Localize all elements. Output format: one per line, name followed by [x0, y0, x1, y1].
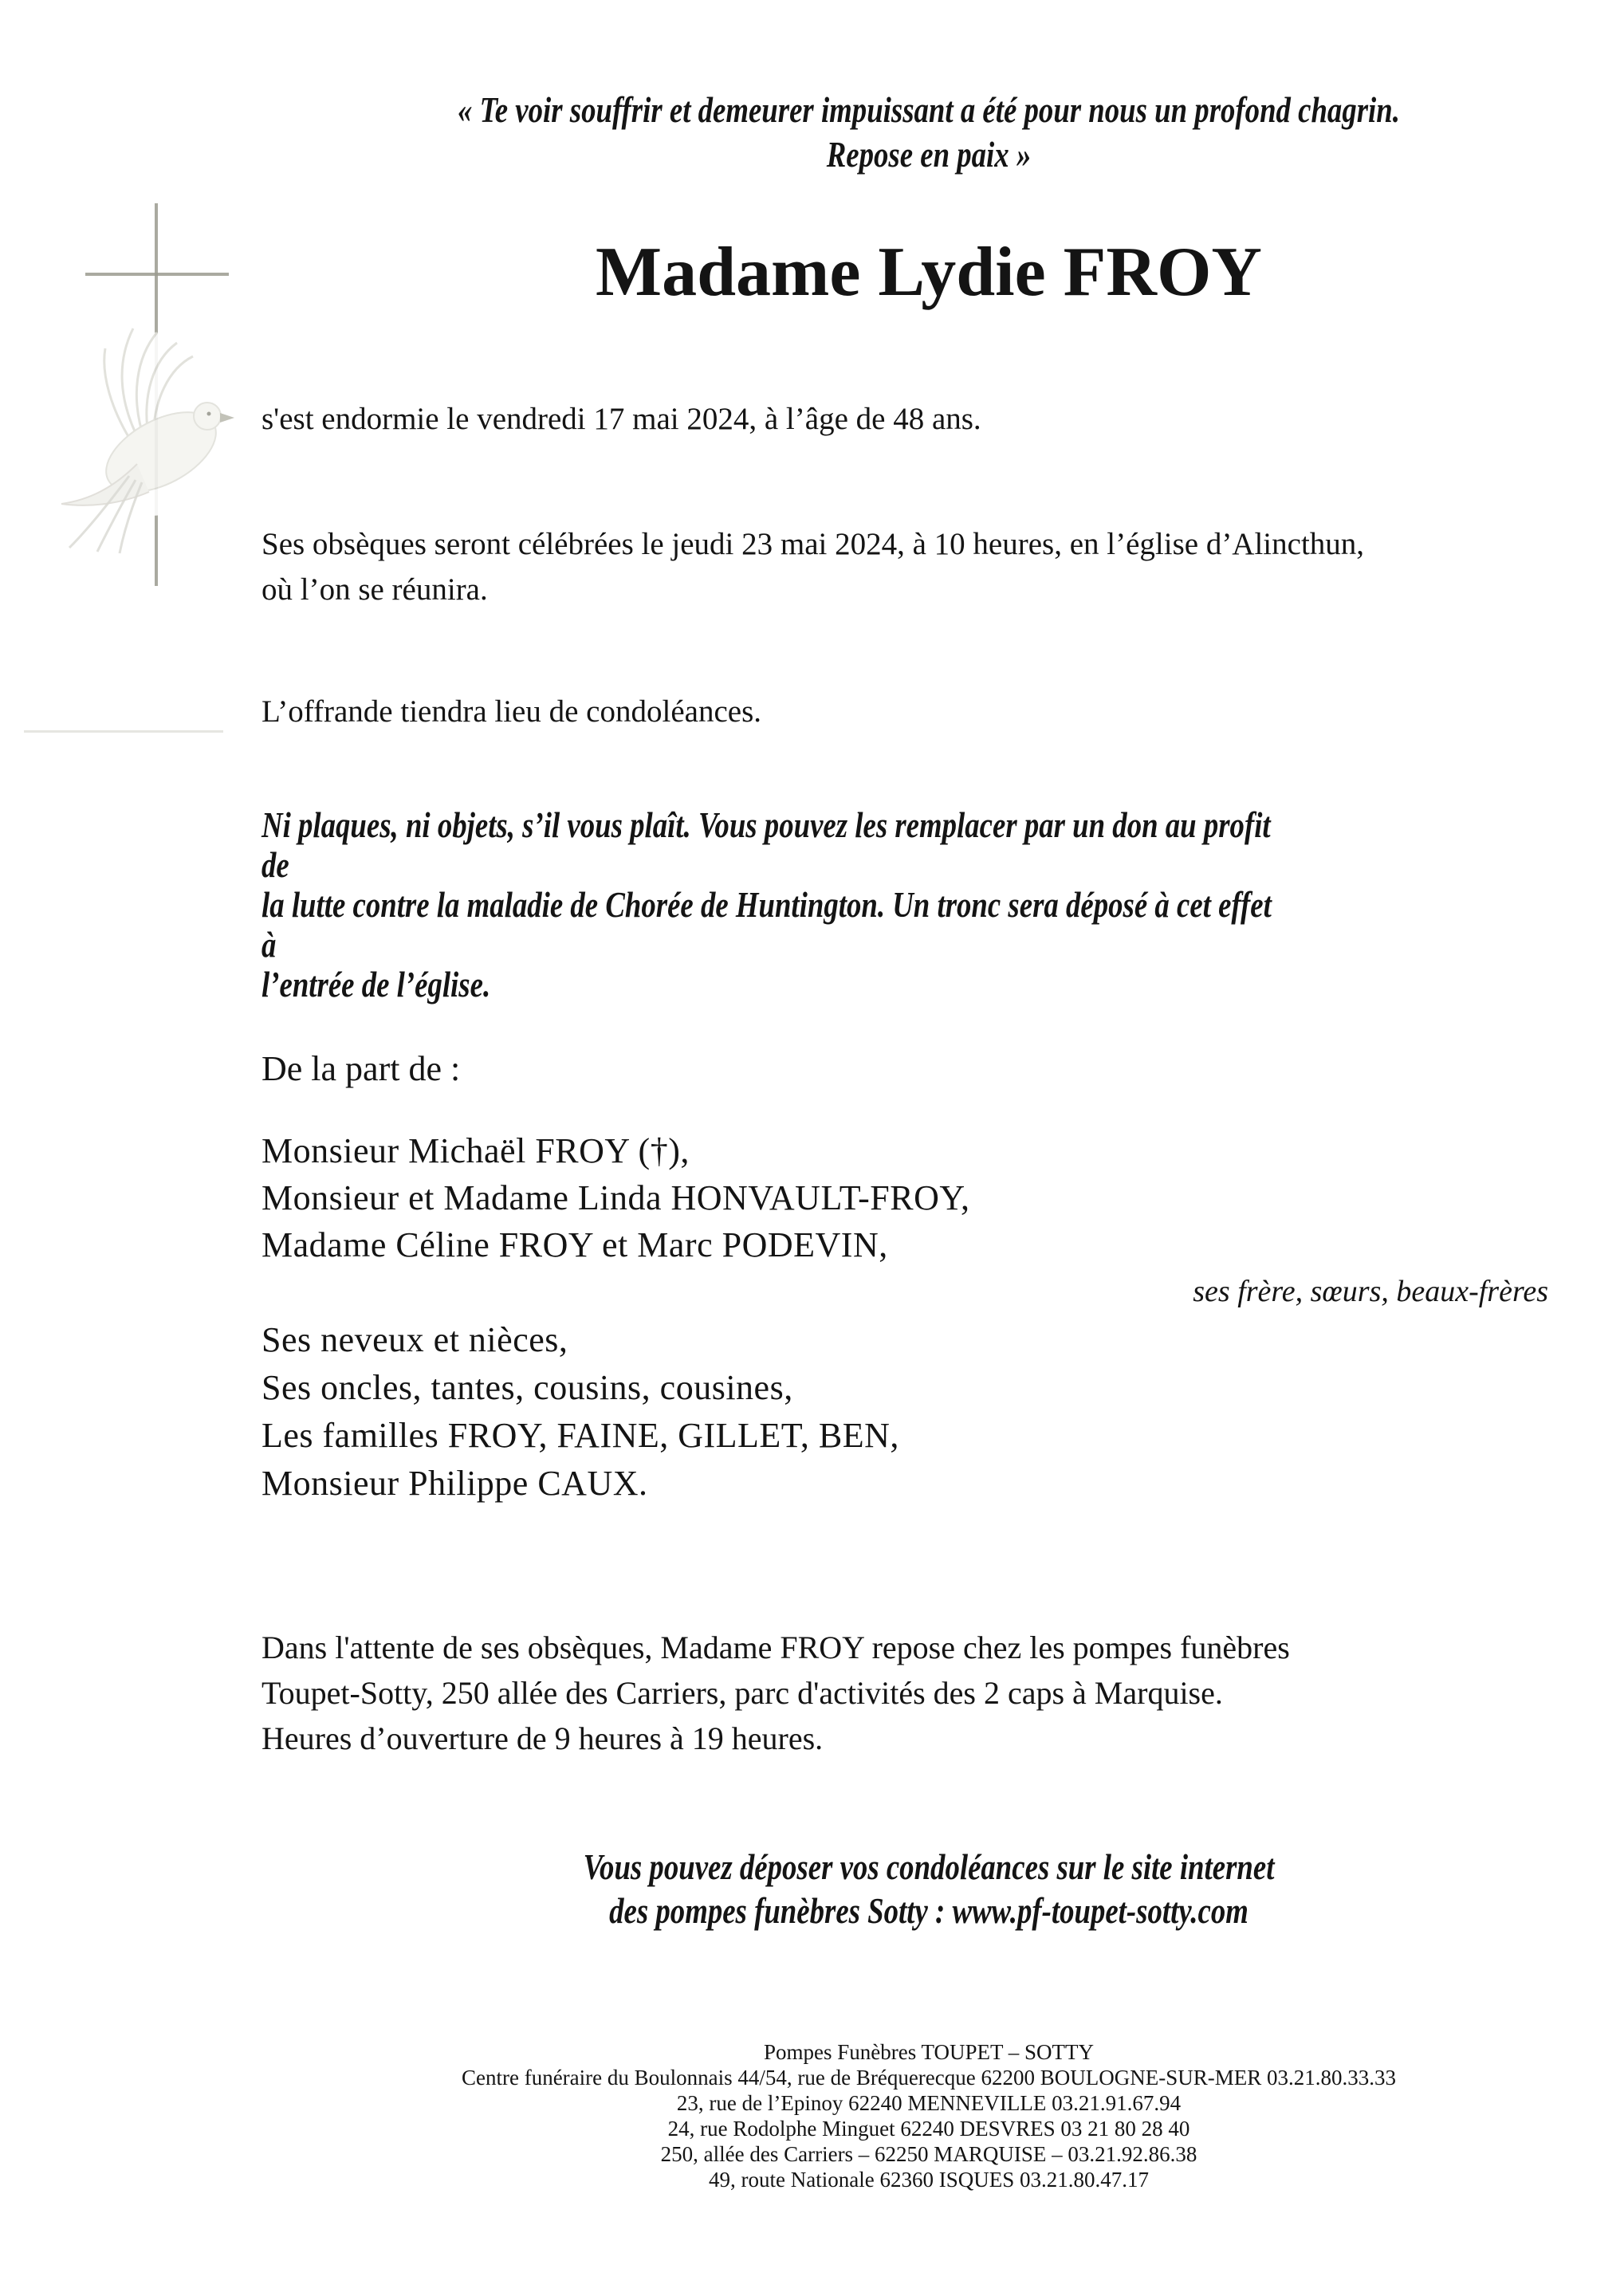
dove-icon	[41, 305, 249, 560]
family-member-line: Monsieur Philippe CAUX.	[261, 1464, 648, 1503]
family-member-line: Les familles FROY, FAINE, GILLET, BEN,	[261, 1416, 899, 1455]
footer-location-line: 24, rue Rodolphe Minguet 62240 DESVRES 03 21 80 28 40	[667, 2117, 1190, 2141]
condolences-website-line: des pompes funèbres Sotty : www.pf-toupet-sotty.com	[609, 1890, 1248, 1931]
offering-line: L’offrande tiendra lieu de condoléances.	[261, 694, 761, 729]
footer-location-line: 250, allée des Carriers – 62250 MARQUISE – 03.21.92.86.38	[660, 2142, 1197, 2166]
family-member-line: Monsieur Michaël FROY (†),	[261, 1131, 690, 1170]
condolences-website-paragraph	[261, 1845, 1572, 1932]
family-list-secondary	[261, 1316, 1548, 1508]
family-member-line: Madame Céline FROY et Marc PODEVIN,	[261, 1225, 888, 1264]
funeral-info-line: Ses obsèques seront célébrées le jeudi 23 mai 2024, à 10 heures, en l’église d’Alincthun,	[261, 527, 1365, 561]
quote-line: Repose en paix »	[826, 134, 1032, 175]
footer-location-line: 23, rue de l’Epinoy 62240 MENNEVILLE 03.21.91.67.94	[676, 2091, 1182, 2115]
footer-company-name: Pompes Funèbres TOUPET – SOTTY	[763, 2040, 1095, 2064]
footer-location-line: Centre funéraire du Boulonnais 44/54, rue de Bréquerecque 62200 BOULOGNE-SUR-MER 03.21.80.33.33	[461, 2066, 1397, 2090]
page-title: Madame Lydie FROY	[596, 234, 1262, 311]
scan-artifact-line	[24, 730, 223, 733]
family-list-primary	[261, 1127, 1548, 1268]
opening-quote	[261, 88, 1572, 177]
repose-info-line: Toupet-Sotty, 250 allée des Carriers, parc d'activités des 2 caps à Marquise.	[261, 1675, 1223, 1711]
repose-info-line: Dans l'attente de ses obsèques, Madame FROY repose chez les pompes funèbres	[261, 1630, 1290, 1665]
family-member-line: Monsieur et Madame Linda HONVAULT-FROY,	[261, 1178, 970, 1217]
relation-note: ses frère, sœurs, beaux-frères	[1193, 1275, 1548, 1308]
quote-line: « Te voir souffrir et demeurer impuissant a été pour nous un profond chagrin.	[458, 89, 1400, 130]
memorial-cross-icon	[85, 273, 229, 276]
family-member-line: Ses neveux et nièces,	[261, 1320, 568, 1359]
donation-notice-line: la lutte contre la maladie de Chorée de Huntington. Un tronc sera déposé à cet effet à	[261, 884, 1272, 965]
from-label: De la part de :	[261, 1049, 461, 1088]
donation-notice-line: l’entrée de l’église.	[261, 964, 491, 1005]
donation-notice-line: Ni plaques, ni objets, s’il vous plaît. Vous pouvez les remplacer par un don au profit de	[261, 804, 1271, 885]
family-member-line: Ses oncles, tantes, cousins, cousines,	[261, 1368, 793, 1407]
funeral-info-line: où l’on se réunira.	[261, 572, 488, 607]
condolences-website-line: Vous pouvez déposer vos condoléances sur le site internet	[583, 1846, 1275, 1887]
funeral-info-paragraph	[261, 521, 1548, 612]
footer-location-line: 49, route Nationale 62360 ISQUES 03.21.80.47.17	[709, 2168, 1149, 2192]
death-notice-line: s'est endormie le vendredi 17 mai 2024, à l’âge de 48 ans.	[261, 402, 981, 436]
repose-info-paragraph	[261, 1625, 1548, 1761]
donation-notice-paragraph	[261, 805, 1548, 1005]
footer-addresses	[261, 2039, 1572, 2192]
repose-info-line: Heures d’ouverture de 9 heures à 19 heures.	[261, 1720, 824, 1756]
